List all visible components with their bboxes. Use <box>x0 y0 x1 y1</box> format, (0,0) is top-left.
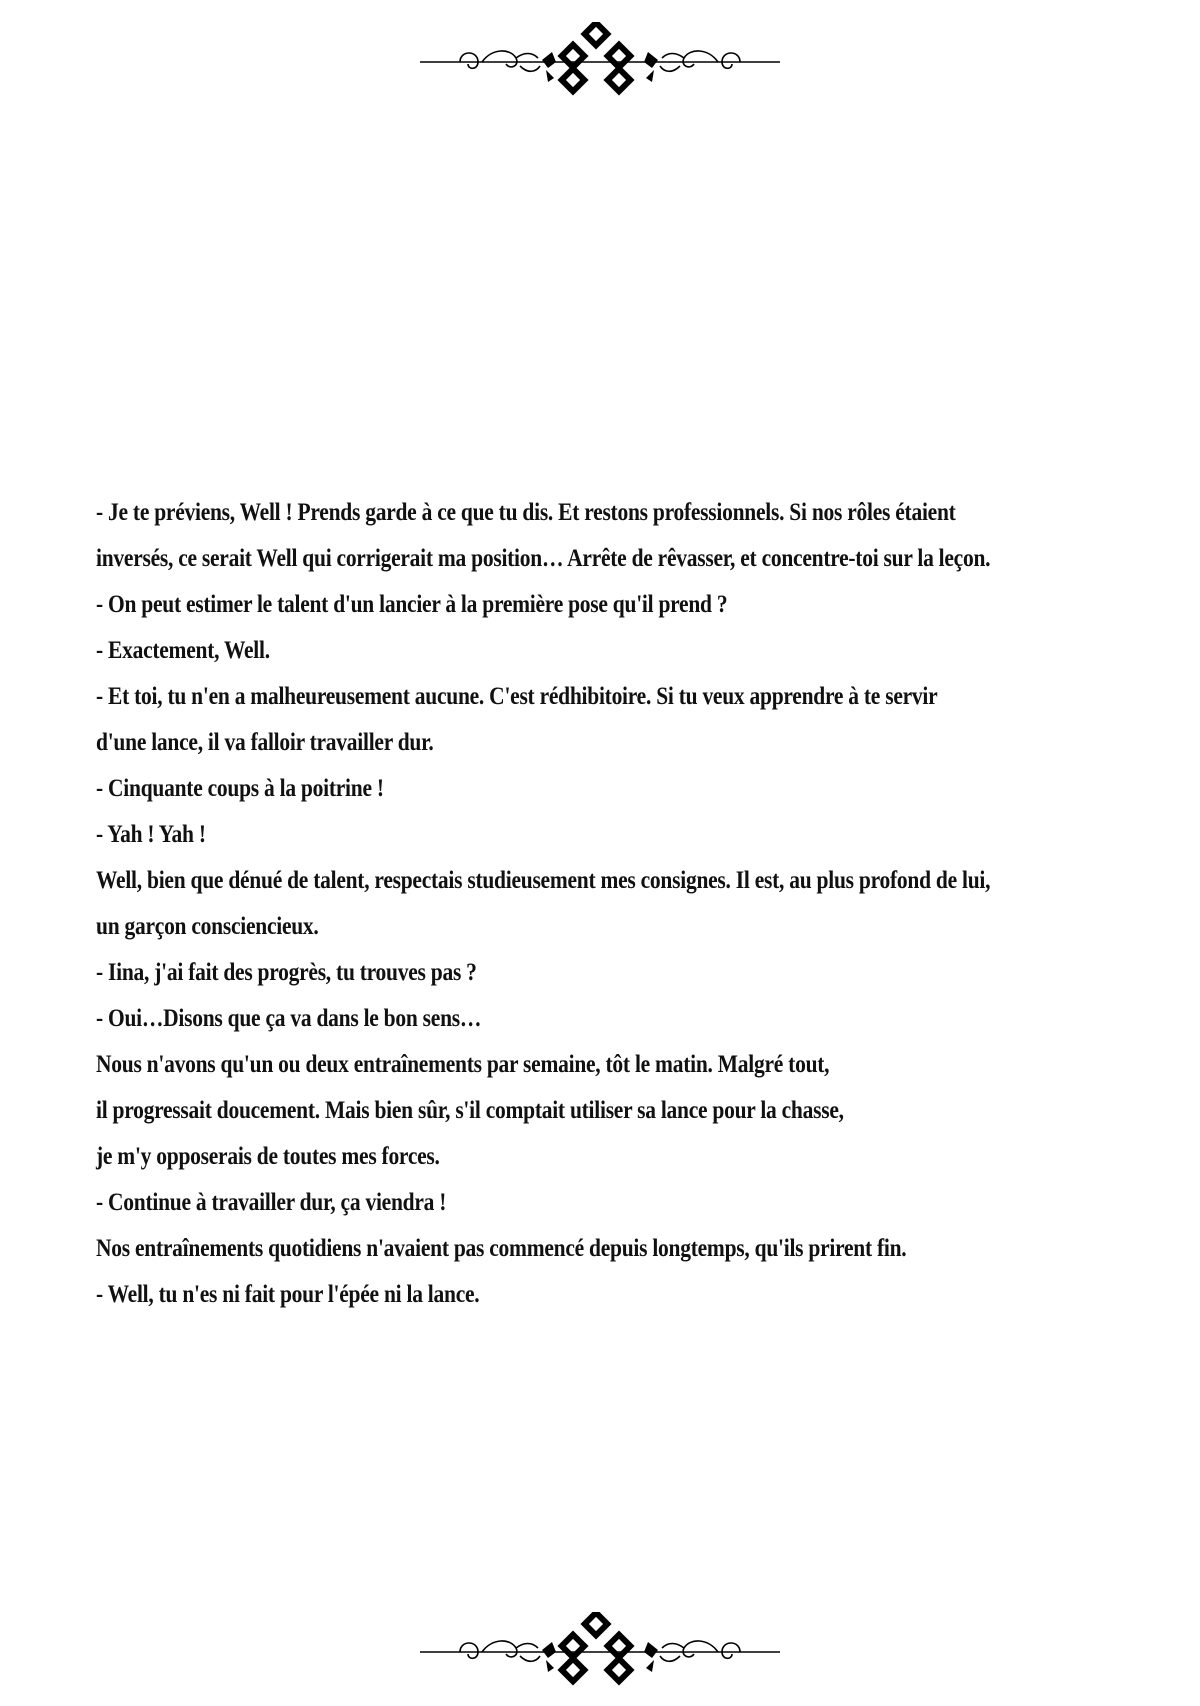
story-text <box>96 490 1106 1318</box>
text-line: - Iina, j'ai fait des progrès, tu trouves pas ? <box>96 959 477 986</box>
bottom-ornament <box>420 1612 780 1692</box>
text-line: je m'y opposerais de toutes mes forces. <box>96 1143 440 1170</box>
text-line: - Continue à travailler dur, ça viendra ! <box>96 1189 447 1216</box>
text-line: - Yah ! Yah ! <box>96 821 206 848</box>
text-line: Nous n'avons qu'un ou deux entraînements par semaine, tôt le matin. Malgré tout, <box>96 1051 830 1078</box>
text-line: - Oui…Disons que ça va dans le bon sens… <box>96 1005 482 1032</box>
flourish-divider-icon <box>420 22 780 102</box>
text-line: Well, bien que dénué de talent, respectais studieusement mes consignes. Il est, au plus profond de lui, <box>96 867 991 894</box>
top-ornament <box>420 22 780 102</box>
text-line: Nos entraînements quotidiens n'avaient pas commencé depuis longtemps, qu'ils prirent fin. <box>96 1235 907 1262</box>
text-line: d'une lance, il va falloir travailler dur. <box>96 729 434 756</box>
flourish-divider-icon <box>420 1612 780 1692</box>
text-line: inversés, ce serait Well qui corrigerait ma position… Arrête de rêvasser, et concentre-toi sur la leçon. <box>96 545 991 572</box>
text-line: il progressait doucement. Mais bien sûr, s'il comptait utiliser sa lance pour la chasse, <box>96 1097 844 1124</box>
text-line: - Et toi, tu n'en a malheureusement aucune. C'est rédhibitoire. Si tu veux apprendre à te servir <box>96 683 938 710</box>
text-line: - On peut estimer le talent d'un lancier à la première pose qu'il prend ? <box>96 591 728 618</box>
text-line: - Je te préviens, Well ! Prends garde à ce que tu dis. Et restons professionnels. Si nos rôles étaient <box>96 499 956 526</box>
text-line: - Exactement, Well. <box>96 637 270 664</box>
text-line: - Well, tu n'es ni fait pour l'épée ni la lance. <box>96 1281 480 1308</box>
text-line: un garçon consciencieux. <box>96 913 319 940</box>
text-line: - Cinquante coups à la poitrine ! <box>96 775 384 802</box>
